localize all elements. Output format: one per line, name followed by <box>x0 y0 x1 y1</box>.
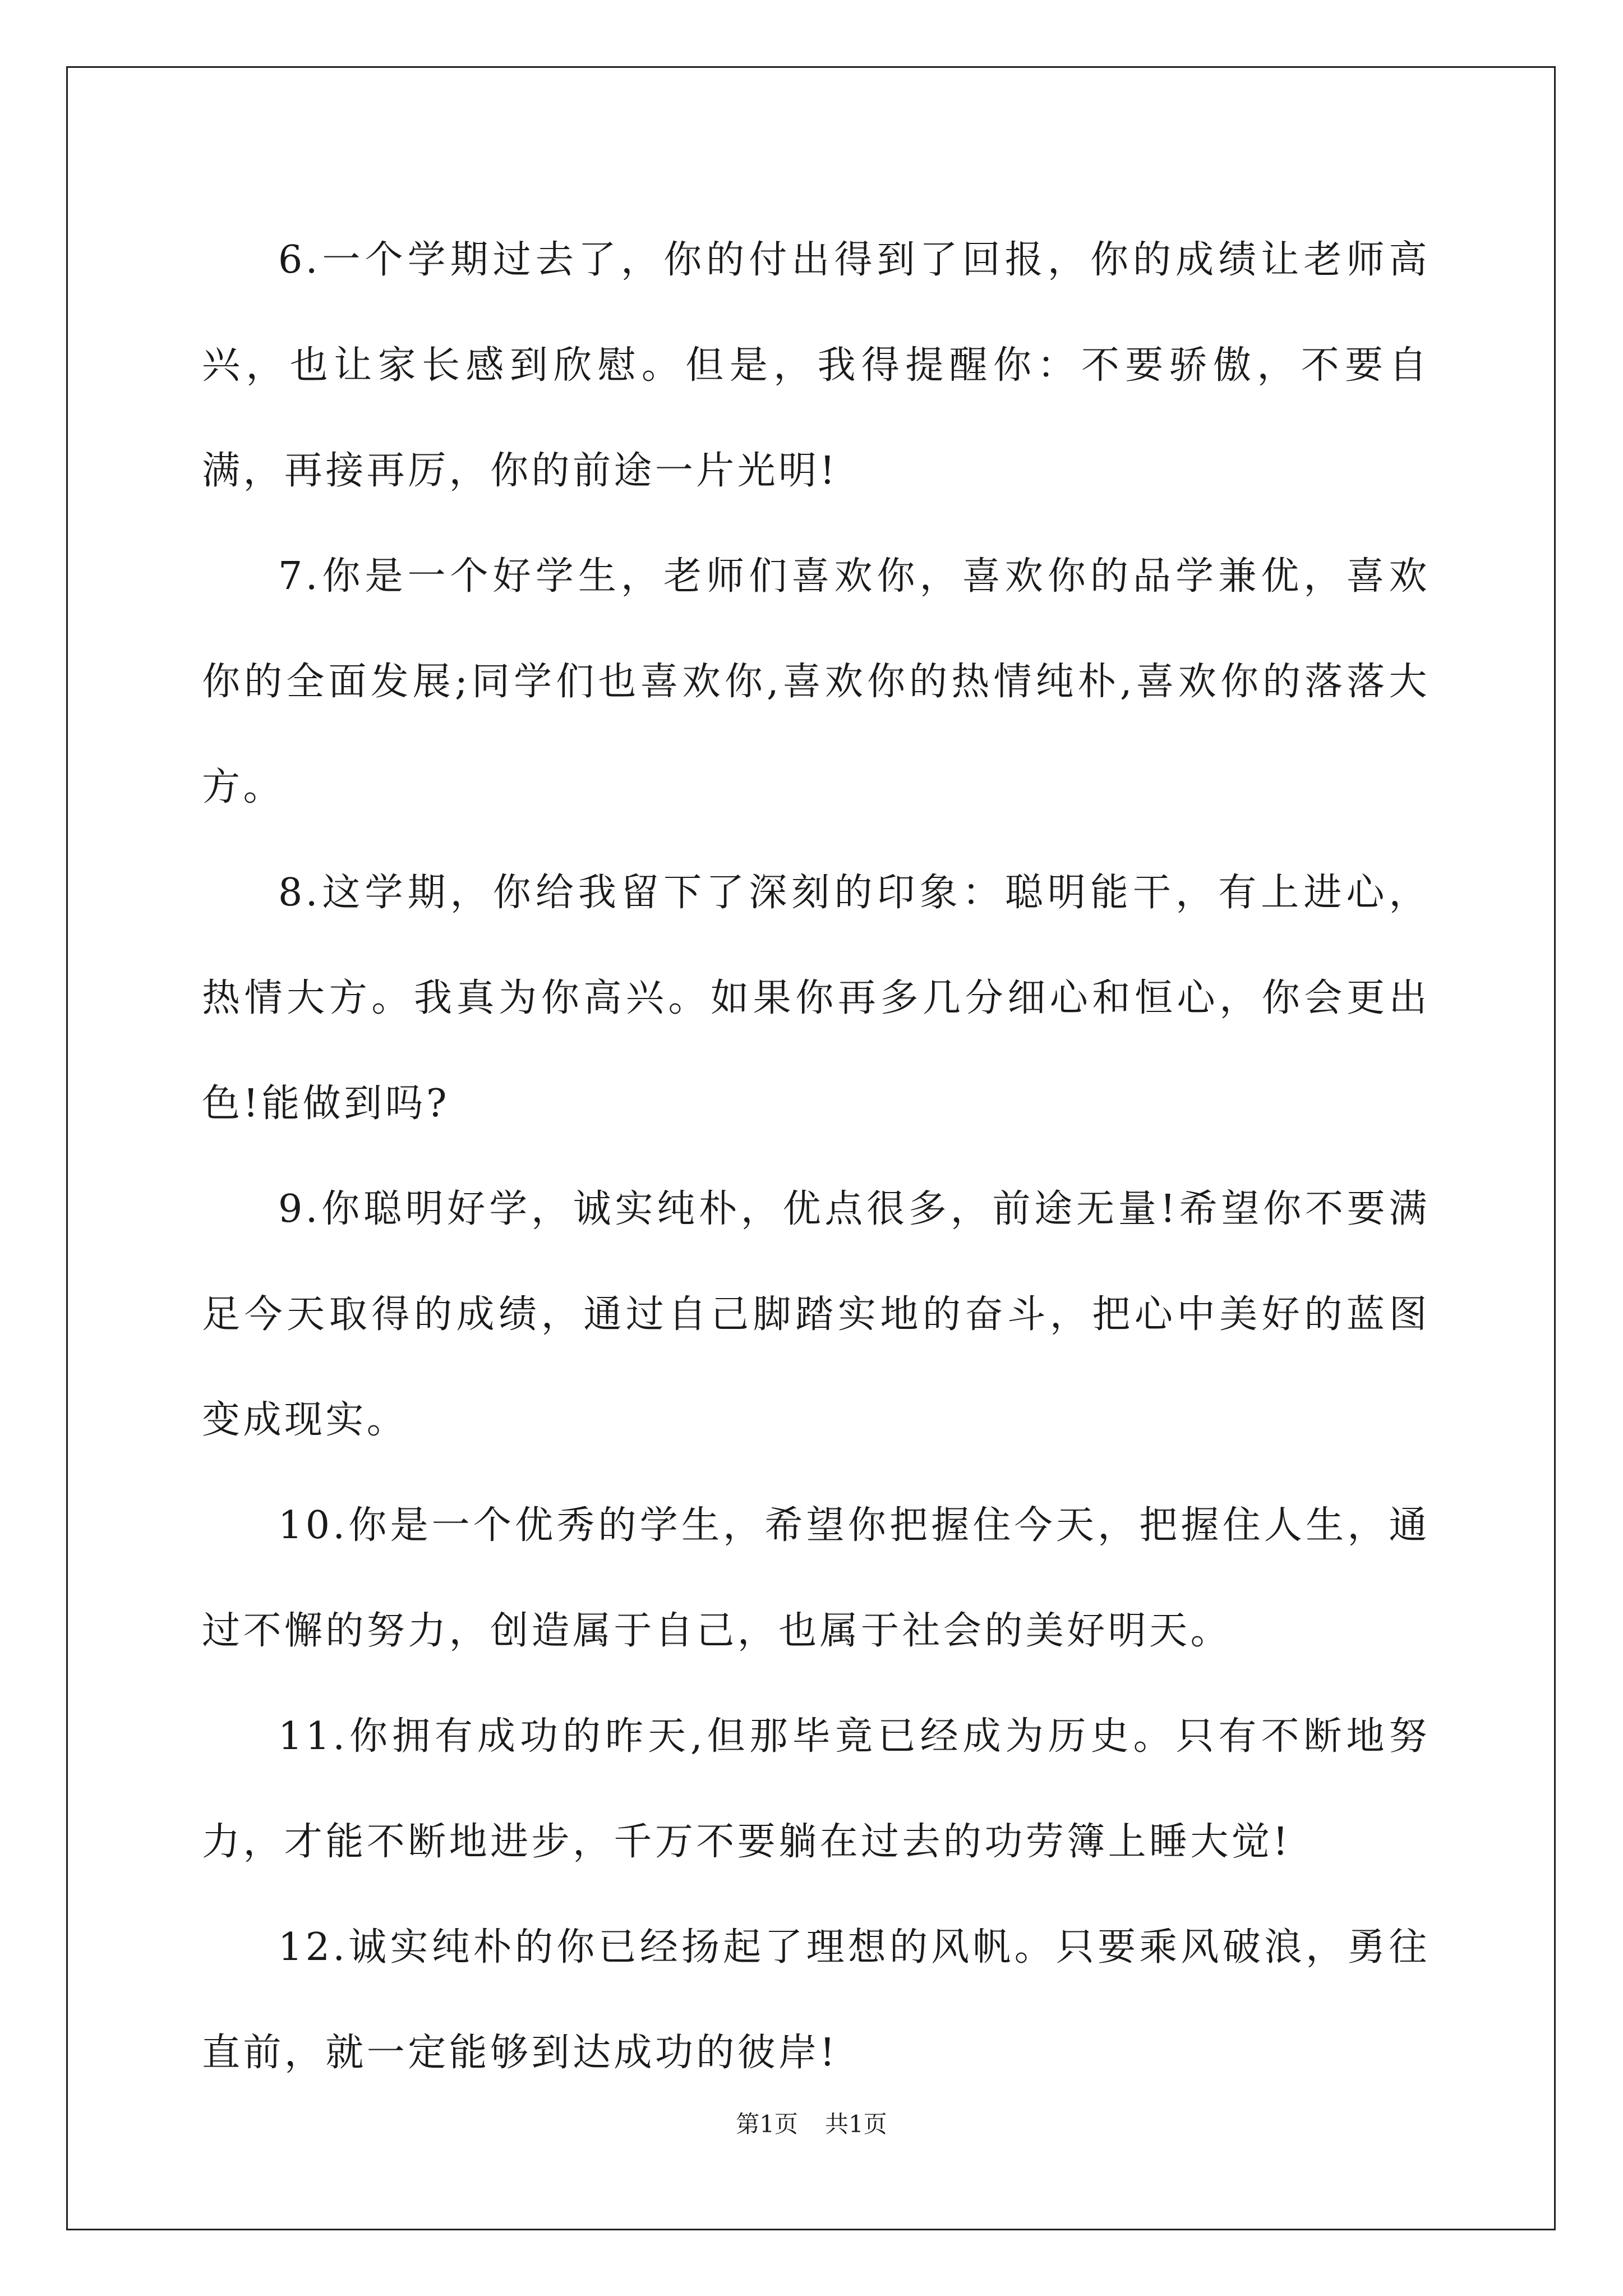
paragraph-12: 12.诚实纯朴的你已经扬起了理想的风帆。只要乘风破浪，勇往直前，就一定能够到达成功的彼岸! <box>202 1925 1430 2075</box>
paragraph-11: 11.你拥有成功的昨天,但那毕竟已经成为历史。只有不断地努力，才能不断地进步，千万不要躺在过去的功劳簿上睡大觉! <box>202 1714 1430 1864</box>
page-total: 共1页 <box>825 2110 887 2138</box>
paragraph-6: 6.一个学期过去了，你的付出得到了回报，你的成绩让老师高兴，也让家长感到欣慰。但是，我得提醒你：不要骄傲，不要自满，再接再厉，你的前途一片光明! <box>202 238 1430 493</box>
page-number: 第1页 <box>736 2110 798 2138</box>
page-footer <box>0 2110 1623 2138</box>
paragraph-10: 10.你是一个优秀的学生，希望你把握住今天，把握住人生，通过不懈的努力，创造属于自己，也属于社会的美好明天。 <box>202 1503 1430 1653</box>
document-body <box>202 208 1430 2106</box>
paragraph-8: 8.这学期，你给我留下了深刻的印象：聪明能干，有上进心，热情大方。我真为你高兴。如果你再多几分细心和恒心，你会更出色!能做到吗? <box>202 871 1430 1126</box>
paragraph-9: 9.你聪明好学，诚实纯朴，优点很多，前途无量!希望你不要满足今天取得的成绩，通过自己脚踏实地的奋斗，把心中美好的蓝图变成现实。 <box>202 1187 1430 1442</box>
paragraph-7: 7.你是一个好学生，老师们喜欢你，喜欢你的品学兼优，喜欢你的全面发展;同学们也喜欢你,喜欢你的热情纯朴,喜欢你的落落大方。 <box>202 554 1430 809</box>
